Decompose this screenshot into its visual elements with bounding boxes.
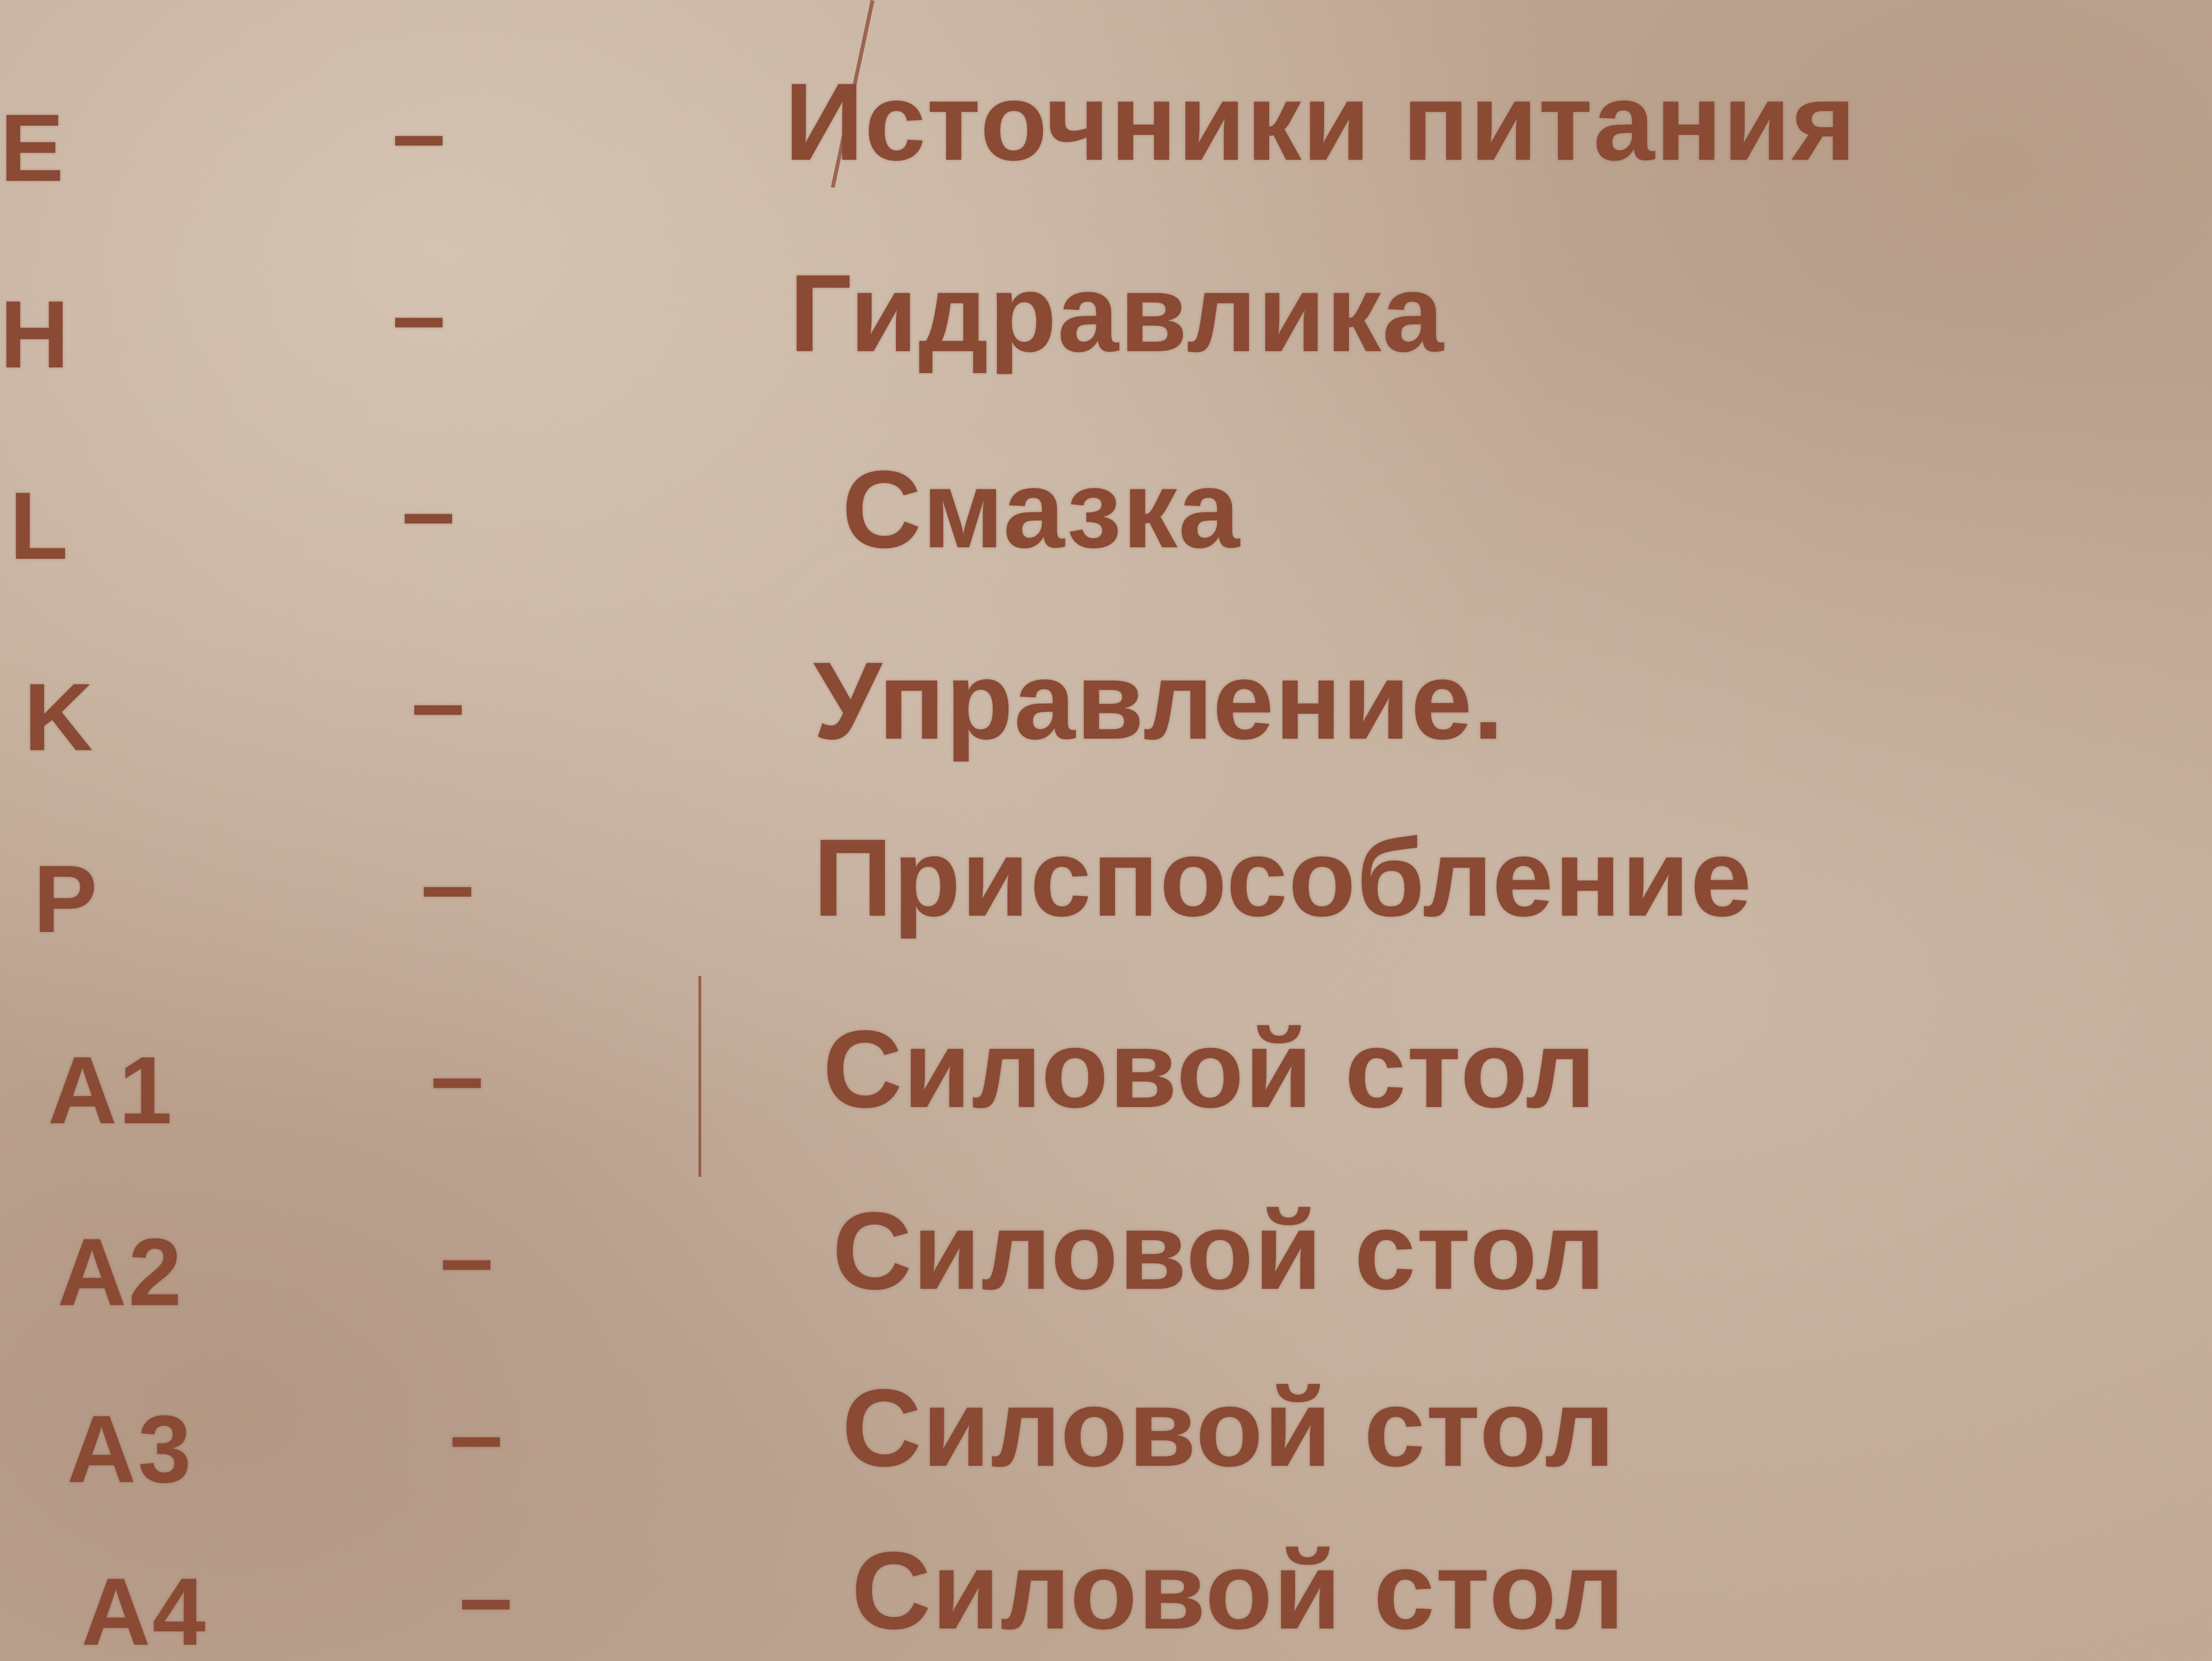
legend-label: Приспособление <box>813 823 1752 933</box>
legend-code: H <box>0 287 71 383</box>
legend-label: Силовой стол <box>823 1014 1597 1124</box>
legend-code: L <box>10 478 70 574</box>
legend-dash: – <box>459 1550 512 1646</box>
legend-dash: – <box>411 655 465 751</box>
legend-dash: – <box>392 86 445 182</box>
legend-label: Силовой стол <box>852 1536 1626 1646</box>
legend-code: A3 <box>67 1402 193 1497</box>
legend-code: A2 <box>57 1225 184 1320</box>
legend-dash: – <box>450 1387 503 1483</box>
legend-label: Источники питания <box>785 67 1857 177</box>
legend-code: E <box>0 100 66 196</box>
legend-code: A1 <box>48 1043 174 1139</box>
legend-dash: – <box>402 464 455 560</box>
legend-code: P <box>33 852 99 947</box>
legend-code: A4 <box>81 1564 208 1660</box>
legend-dash: – <box>421 837 474 933</box>
legend-dash: – <box>431 1029 484 1124</box>
legend-label: Гидравлика <box>789 258 1444 368</box>
legend-label: Силовой стол <box>832 1196 1606 1306</box>
legend-label: Смазка <box>842 454 1240 565</box>
legend-label: Управление. <box>813 646 1504 756</box>
legend-label: Силовой стол <box>842 1373 1616 1483</box>
legend-code: K <box>24 670 95 765</box>
legend-dash: – <box>440 1210 493 1306</box>
legend-dash: – <box>392 268 445 364</box>
